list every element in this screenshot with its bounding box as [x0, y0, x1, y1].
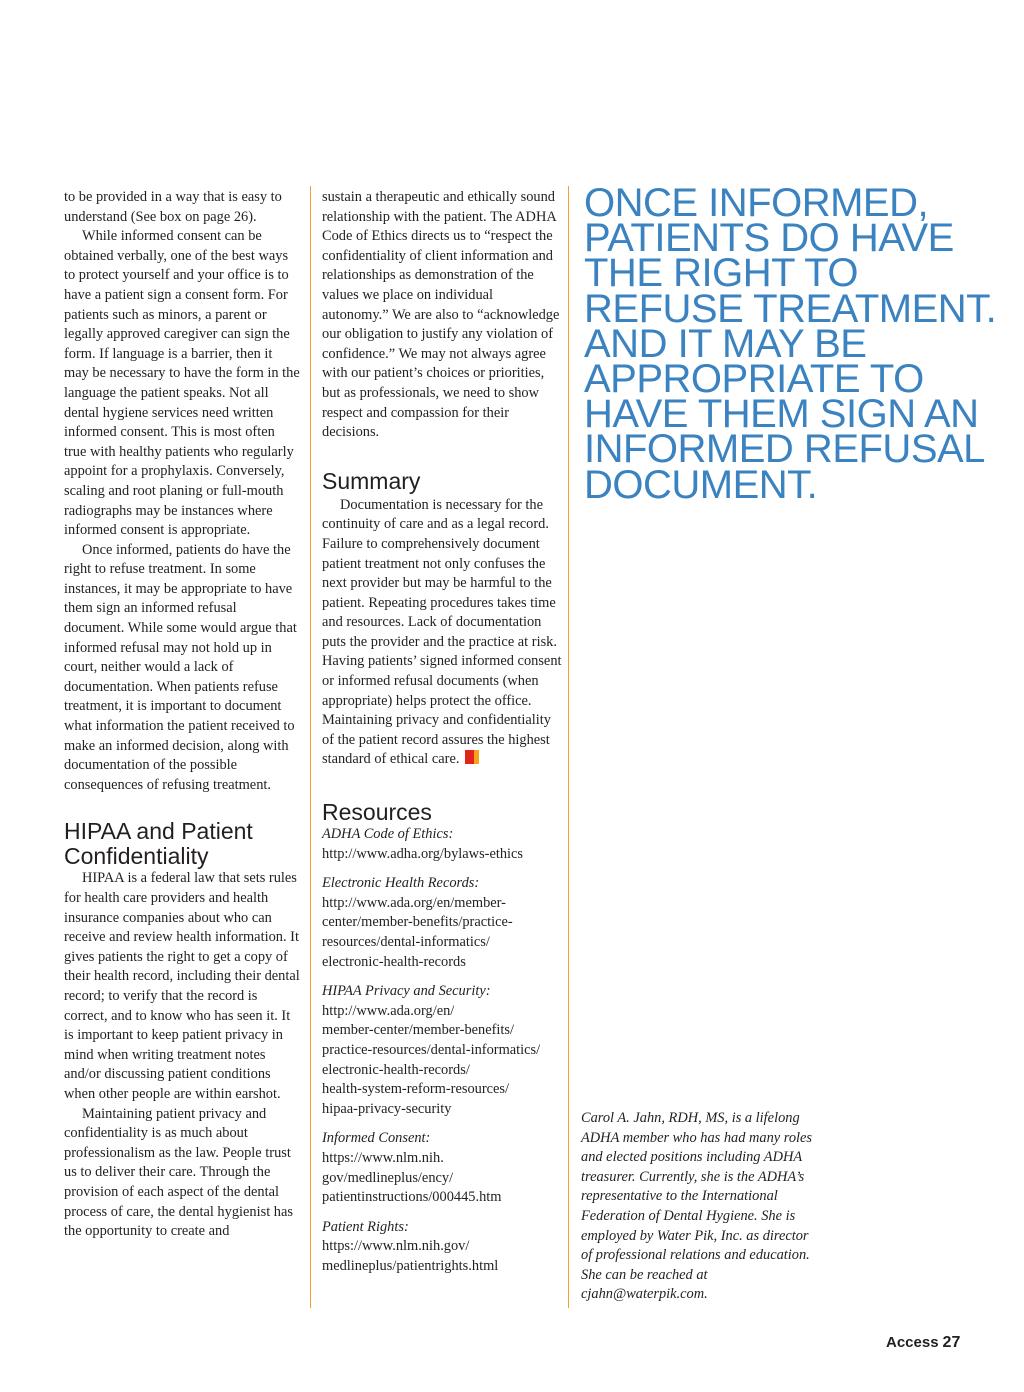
end-of-article-mark-icon — [465, 750, 479, 764]
section-heading-hipaa: HIPAA and Patient Confidentiality — [64, 818, 253, 870]
resource-url[interactable]: https://www.nlm.nih. gov/medlineplus/ency/ patientinstructions/000445.htm — [322, 1149, 502, 1206]
page-number: 27 — [942, 1334, 961, 1351]
column-rule — [568, 186, 569, 1308]
resource-url[interactable]: http://www.adha.org/bylaws-ethics — [322, 845, 524, 862]
body-paragraph: sustain a therapeutic and ethically sound relationship with the patient. The ADHA Code of Ethics directs us to “respect the confidentiality of client information and relationships as demonstration of the values we place on individual autonomy.” We are also to “acknowledge our obligation to justify any violation of confidence.” We may not always agree with our patient’s choices or priorities, but as professionals, we need to show respect and compassion for their decisions. — [322, 189, 560, 441]
resources-list — [322, 825, 562, 1276]
resource-item — [322, 825, 562, 864]
resource-url[interactable]: http://www.ada.org/en/member- center/member-benefits/practice- resources/dental-informatics/ electronic-health-records — [322, 894, 513, 970]
article-column-2 — [322, 188, 562, 1287]
pull-quote: ONCE INFORMED, PATIENTS DO HAVE THE RIGHT TO REFUSE TREATMENT. AND IT MAY BE APPROPRIATE TO HAVE THEM SIGN AN INFORMED REFUSAL DOCUMENT. — [584, 181, 997, 507]
resource-item — [322, 1129, 562, 1207]
resource-url[interactable]: https://www.nlm.nih.gov/ medlineplus/patientrights.html — [322, 1238, 499, 1274]
section-heading-summary: Summary — [322, 467, 421, 494]
body-paragraph: Once informed, patients do have the right to refuse treatment. In some instances, it may be appropriate to have them sign an informed refusal document. While some would argue that informed refusal may not hold up in court, neither would a lack of documentation. When patients refuse treatment, it is important to document what information the patient received to make an informed decision, along with documentation of the possible consequences of refusing treatment. — [64, 541, 297, 793]
page-footer — [886, 1333, 960, 1353]
body-paragraph: HIPAA is a federal law that sets rules for health care providers and health insurance companies about who can receive and review health information. It gives patients the right to get a copy of their health record, including their dental record; to verify that the record is correct, and to know who has seen it. It is important to keep patient privacy in mind when writing treatment notes and/or discussing patient conditions when other people are within earshot. — [64, 870, 300, 1102]
resource-title: Electronic Health Records: — [322, 875, 480, 892]
body-paragraph: Maintaining patient privacy and confidentiality is as much about professionalism as the law. People trust us to deliver their care. Through the provision of each aspect of the dental process of care, the dental hygienist has the opportunity to create and — [64, 1105, 293, 1240]
body-paragraph: While informed consent can be obtained verbally, one of the best ways to protect yourself and your office is to have a patient sign a consent form. For patients such as minors, a parent or legally approved caregiver can sign the form. If language is a barrier, then it may be necessary to have the form in the language the patient speaks. Not all dental hygiene services need written informed consent. This is most often true with healthy patients who regularly appoint for a prophylaxis. Conversely, scaling and root planing or full-mouth radiographs may be instances where informed consent is appropriate. — [64, 228, 300, 539]
resource-item — [322, 874, 562, 972]
author-bio: Carol A. Jahn, RDH, MS, is a lifelong ADHA member who has had many roles and elected positions including ADHA treasurer. Currently, she is the ADHA’s representative to the International Federation of Dental Hygiene. She is employed by Water Pik, Inc. as director of professional relations and education. She can be reached at cjahn@waterpik.com. — [581, 1110, 813, 1303]
summary-paragraph — [322, 496, 562, 770]
article-column-1 — [64, 188, 300, 1242]
resource-title: ADHA Code of Ethics: — [322, 826, 454, 843]
resource-url[interactable]: http://www.ada.org/en/ member-center/member-benefits/ practice-resources/dental-informatics/ electronic-health-records/ health-system-reform-resources/ hipaa-privacy-security — [322, 1002, 541, 1117]
resource-title: HIPAA Privacy and Security: — [322, 983, 491, 1000]
magazine-name: Access — [886, 1334, 939, 1351]
resource-title: Informed Consent: — [322, 1130, 431, 1147]
summary-text: Documentation is necessary for the continuity of care and as a legal record. Failure to comprehensively document patient treatment not only confuses the next provider but may be harmful to the patient. Repeating procedures takes time and resources. Lack of documentation puts the provider and the practice at risk. Having patients’ signed informed consent or informed refusal documents (when appropriate) helps protect the office. Maintaining privacy and confidentiality of the patient record assures the highest standard of ethical care. — [322, 496, 562, 768]
section-heading-resources: Resources — [322, 799, 432, 826]
column-rule — [310, 186, 311, 1308]
resource-title: Patient Rights: — [322, 1218, 409, 1235]
resource-item — [322, 982, 562, 1119]
body-paragraph: to be provided in a way that is easy to understand (See box on page 26). — [64, 189, 282, 225]
resource-item — [322, 1218, 562, 1277]
